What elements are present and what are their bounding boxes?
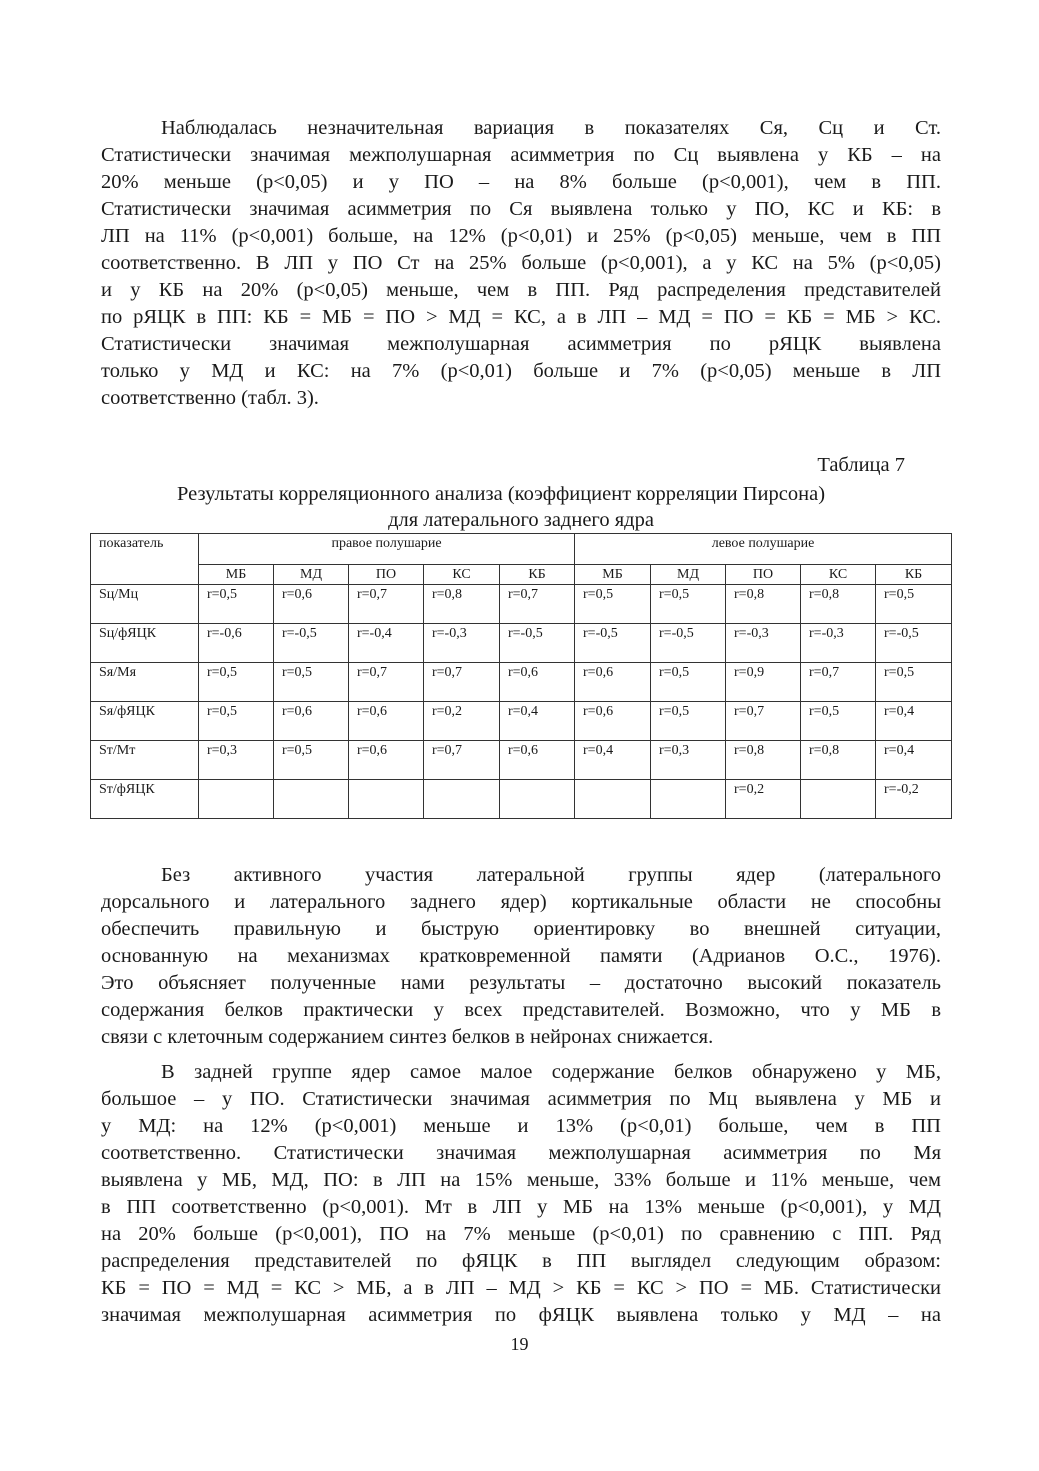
table-cell [575, 780, 651, 819]
text-line: ЛП на 11% (p<0,001) больше, на 12% (p<0,01) и 25% (p<0,05) меньше, чем в ПП [101, 225, 941, 247]
column-header: КС [424, 565, 500, 585]
table-row [91, 624, 952, 663]
text-line: связи с клеточным содержанием синтез белков в нейронах снижается. [101, 1026, 714, 1048]
text-line: выявлена у МБ, МД, ПО: в ЛП на 15% меньше, 33% больше и 11% меньше, чем [101, 1169, 941, 1191]
table-cell: r=0,7 [349, 663, 424, 702]
table-cell: r=-0,5 [876, 624, 952, 663]
table-header-row [91, 534, 952, 565]
table-cell: r=0,6 [500, 663, 575, 702]
table-title-line: Результаты корреляционного анализа (коэффициент корреляции Пирсона) [176, 483, 826, 505]
table-cell: r=0,8 [801, 585, 876, 624]
text-line: и у КБ на 20% (p<0,05) меньше, чем в ПП. Ряд распределения представителей [101, 279, 941, 301]
paragraph-posterior-group [101, 1059, 941, 1329]
correlation-table [90, 533, 952, 819]
page-number: 19 [510, 1334, 529, 1354]
row-indicator: Sя/Мя [91, 663, 199, 702]
table-cell: r=0,9 [726, 663, 801, 702]
table-subheader-row [91, 565, 952, 585]
table-cell: r=0,6 [349, 702, 424, 741]
paragraph-intro [101, 115, 941, 412]
table-cell: r=0,7 [424, 663, 500, 702]
table-cell: r=-0,6 [199, 624, 274, 663]
table-cell: r=0,5 [651, 585, 726, 624]
table-label: Таблица 7 [817, 454, 905, 476]
text-line: значимая межполушарная асимметрия по фЯЦК выявлена только у МД – на [101, 1304, 941, 1326]
text-line: у МД: на 12% (p<0,001) меньше и 13% (p<0,01) больше, чем в ПП [101, 1115, 941, 1137]
table-cell: r=0,8 [726, 585, 801, 624]
table-cell [424, 780, 500, 819]
table-cell: r=0,8 [726, 741, 801, 780]
table-cell: r=0,7 [424, 741, 500, 780]
text-line: содержания белков практически у всех представителей. Возможно, что у МБ в [101, 999, 941, 1021]
table-cell: r=0,5 [876, 585, 952, 624]
table-cell: r=0,5 [801, 702, 876, 741]
header-left-hemisphere: левое полушарие [575, 534, 952, 565]
table-cell: r=0,6 [274, 702, 349, 741]
text-line: в ПП соответственно (p<0,001). Мт в ЛП у МБ на 13% меньше (p<0,001), у МД [101, 1196, 941, 1218]
text-line: большое – у ПО. Статистически значимая асимметрия по Мц выявлена у МБ и [101, 1088, 941, 1110]
column-header: ПО [349, 565, 424, 585]
table-cell: r=0,4 [876, 741, 952, 780]
text-line: 20% меньше (p<0,05) и у ПО – на 8% больше (p<0,001), чем в ПП. [101, 171, 941, 193]
table-cell [651, 780, 726, 819]
table-title [101, 481, 901, 533]
table-cell: r=0,7 [801, 663, 876, 702]
table-row [91, 663, 952, 702]
table-cell: r=0,4 [575, 741, 651, 780]
table-cell: r=0,7 [349, 585, 424, 624]
row-indicator: Sт/фЯЦК [91, 780, 199, 819]
table-row [91, 780, 952, 819]
table-cell: r=0,5 [651, 663, 726, 702]
text-line: соответственно. Статистически значимая межполушарная асимметрия по Мя [101, 1142, 941, 1164]
table-cell [349, 780, 424, 819]
header-indicator: показатель [91, 534, 199, 585]
column-header: МД [274, 565, 349, 585]
text-line: соответственно (табл. 3). [101, 387, 319, 409]
text-line: только у МД и КС: на 7% (p<0,01) больше и 7% (p<0,05) меньше в ЛП [101, 360, 941, 382]
table-cell: r=0,5 [199, 585, 274, 624]
table-cell: r=0,8 [424, 585, 500, 624]
table-cell [500, 780, 575, 819]
table-cell: r=-0,5 [500, 624, 575, 663]
table-cell: r=0,7 [500, 585, 575, 624]
table-cell: r=0,6 [274, 585, 349, 624]
table-title-line: для латерального заднего ядра [388, 509, 654, 531]
table-cell: r=0,5 [199, 663, 274, 702]
table-cell: r=0,4 [876, 702, 952, 741]
row-indicator: Sт/Мт [91, 741, 199, 780]
table-cell: r=-0,5 [651, 624, 726, 663]
column-header: КС [801, 565, 876, 585]
text-line: соответственно. В ЛП у ПО Ст на 25% больше (p<0,001), а у КС на 5% (p<0,05) [101, 252, 941, 274]
table-cell: r=0,7 [726, 702, 801, 741]
table-cell: r=-0,5 [575, 624, 651, 663]
column-header: МБ [199, 565, 274, 585]
header-right-hemisphere: правое полушарие [199, 534, 575, 565]
table-cell: r=0,3 [651, 741, 726, 780]
table-cell: r=0,3 [199, 741, 274, 780]
table-row [91, 741, 952, 780]
text-line: обеспечить правильную и быструю ориентировку во внешней ситуации, [101, 918, 941, 940]
text-line: В задней группе ядер самое малое содержание белков обнаружено у МБ, [161, 1061, 941, 1083]
table-cell: r=0,5 [274, 663, 349, 702]
text-line: основанную на механизмах кратковременной памяти (Адрианов О.С., 1976). [101, 945, 941, 967]
table-cell: r=-0,3 [726, 624, 801, 663]
text-line: дорсального и латерального заднего ядер) кортикальные области не способны [101, 891, 941, 913]
table-cell [199, 780, 274, 819]
table-cell: r=0,6 [349, 741, 424, 780]
row-indicator: Sя/фЯЦК [91, 702, 199, 741]
column-header: КБ [500, 565, 575, 585]
table-cell: r=0,6 [500, 741, 575, 780]
table-cell: r=0,4 [500, 702, 575, 741]
table-cell: r=0,2 [424, 702, 500, 741]
table-cell: r=0,5 [876, 663, 952, 702]
text-line: по рЯЦК в ПП: КБ = МБ = ПО > МД = КС, а в ЛП – МД = ПО = КБ = МБ > КС. [101, 306, 941, 328]
text-line: Статистически значимая межполушарная асимметрия по Сц выявлена у КБ – на [101, 144, 941, 166]
text-line: на 20% больше (p<0,001), ПО на 7% меньше (p<0,01) по сравнению с ПП. Ряд [101, 1223, 941, 1245]
column-header: МБ [575, 565, 651, 585]
table-cell: r=0,8 [801, 741, 876, 780]
row-indicator: Sц/Мц [91, 585, 199, 624]
table-row [91, 702, 952, 741]
text-line: КБ = ПО = МД = КС > МБ, а в ЛП – МД > КБ = КС > ПО = МБ. Статистически [101, 1277, 941, 1299]
text-line: Без активного участия латеральной группы ядер (латерального [161, 864, 941, 886]
table-cell: r=-0,4 [349, 624, 424, 663]
table-cell: r=-0,3 [424, 624, 500, 663]
column-header: МД [651, 565, 726, 585]
text-line: Наблюдалась незначительная вариация в показателях Ся, Сц и Ст. [161, 117, 941, 139]
table-cell: r=0,6 [575, 702, 651, 741]
table-cell [801, 780, 876, 819]
table-cell: r=-0,5 [274, 624, 349, 663]
table-cell: r=0,5 [274, 741, 349, 780]
text-line: Статистически значимая асимметрия по Ся выявлена только у ПО, КС и КБ: в [101, 198, 941, 220]
paragraph-discussion [101, 862, 941, 1051]
table-cell: r=0,5 [651, 702, 726, 741]
table-cell: r=0,5 [575, 585, 651, 624]
table-cell: r=0,6 [575, 663, 651, 702]
text-line: распределения представителей по фЯЦК в ПП выглядел следующим образом: [101, 1250, 941, 1272]
column-header: ПО [726, 565, 801, 585]
text-line: Статистически значимая межполушарная асимметрия по рЯЦК выявлена [101, 333, 941, 355]
row-indicator: Sц/фЯЦК [91, 624, 199, 663]
table-cell: r=-0,3 [801, 624, 876, 663]
text-line: Это объясняет полученные нами результаты – достаточно высокий показатель [101, 972, 941, 994]
table-cell: r=0,2 [726, 780, 801, 819]
column-header: КБ [876, 565, 952, 585]
table-cell: r=0,5 [199, 702, 274, 741]
table-cell [274, 780, 349, 819]
table-cell: r=-0,2 [876, 780, 952, 819]
table-row [91, 585, 952, 624]
